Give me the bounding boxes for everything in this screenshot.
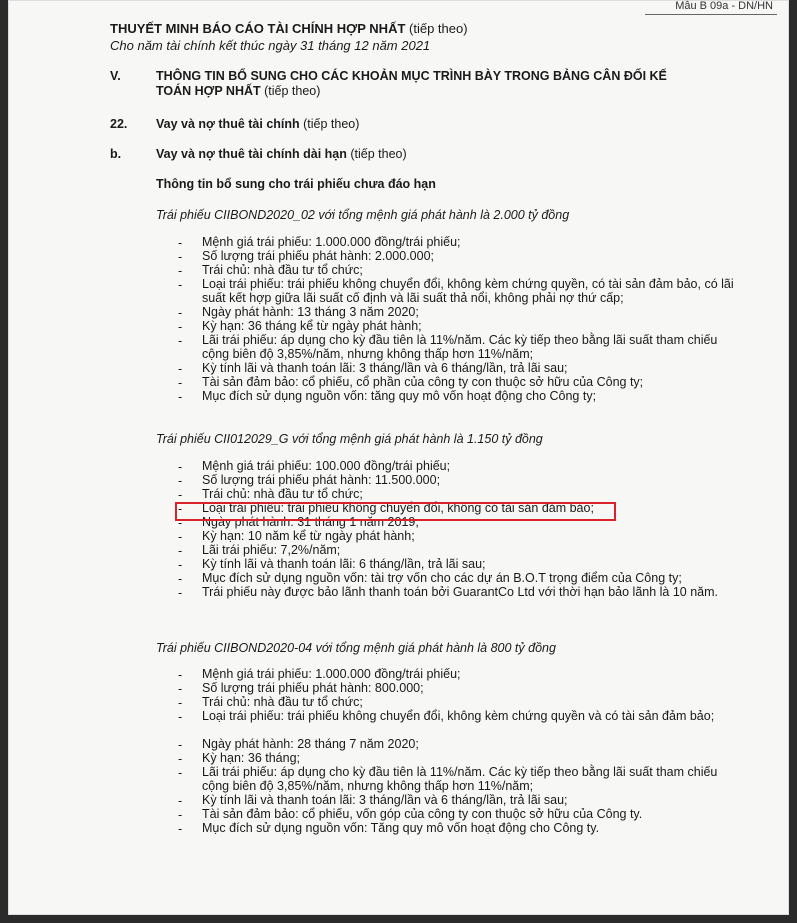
report-subtitle: Cho năm tài chính kết thúc ngày 31 tháng 12 năm 2021 xyxy=(110,38,431,53)
bond-3-item: Lãi trái phiếu: áp dụng cho kỳ đầu tiên là 11%/năm. Các kỳ tiếp theo bằng lãi suất tham chiếu cộng biên độ 3,85%/năm, nhưng không thấp hơn 11%/năm; xyxy=(202,765,718,793)
bond-2-item: Kỳ hạn: 10 năm kể từ ngày phát hành; xyxy=(202,529,415,543)
bond-1-item: Loại trái phiếu: trái phiếu không chuyển đổi, không kèm chứng quyền, có tài sản đảm bảo, có lãi suất kết hợp giữa lãi suất cố định và lãi suất thả nổi, không phải nợ thứ cấp; xyxy=(202,277,734,305)
bullet-dash: - xyxy=(178,306,183,320)
bullet-dash: - xyxy=(178,544,183,558)
bullet-dash: - xyxy=(178,752,183,766)
bond-3-item: Tài sản đảm bảo: cổ phiếu, vốn góp của công ty con thuộc sở hữu của Công ty. xyxy=(202,807,643,821)
section-22-number: 22. xyxy=(110,117,128,131)
info-heading: Thông tin bổ sung cho trái phiếu chưa đáo hạn xyxy=(156,177,436,191)
bullet-dash: - xyxy=(178,334,183,348)
bullet-dash: - xyxy=(178,488,183,502)
section-b-title: Vay và nợ thuê tài chính dài hạn (tiếp theo) xyxy=(156,147,407,161)
form-code: Mẫu B 09a - DN/HN xyxy=(645,0,777,15)
section-b-number: b. xyxy=(110,147,122,161)
bullet-dash: - xyxy=(178,250,183,264)
section-v-title-line1: THÔNG TIN BỔ SUNG CHO CÁC KHOẢN MỤC TRÌNH BÀY TRONG BẢNG CÂN ĐỐI KẾ xyxy=(156,69,667,83)
bullet-dash: - xyxy=(178,668,183,682)
bullet-dash: - xyxy=(178,390,183,404)
bullet-dash: - xyxy=(178,376,183,390)
bullet-dash: - xyxy=(178,502,183,516)
bond-1-item: Mệnh giá trái phiếu: 1.000.000 đồng/trái phiếu; xyxy=(202,235,461,249)
bond-1-item: Kỳ tính lãi và thanh toán lãi: 3 tháng/lần và 6 tháng/lần, trả lãi sau; xyxy=(202,361,568,375)
bond-1-item: Kỳ hạn: 36 tháng kể từ ngày phát hành; xyxy=(202,319,422,333)
bond-2-item: Số lượng trái phiếu phát hành: 11.500.000; xyxy=(202,473,441,487)
bond-1-item: Lãi trái phiếu: áp dụng cho kỳ đầu tiên là 11%/năm. Các kỳ tiếp theo bằng lãi suất tham chiếu cộng biên độ 3,85%/năm, nhưng không thấp hơn 11%/năm; xyxy=(202,333,718,361)
report-title: THUYẾT MINH BÁO CÁO TÀI CHÍNH HỢP NHẤT (tiếp theo) xyxy=(110,21,468,36)
bullet-dash: - xyxy=(178,586,183,600)
bond-1-item: Số lượng trái phiếu phát hành: 2.000.000; xyxy=(202,249,435,263)
bullet-dash: - xyxy=(178,822,183,836)
bond-2-item: Trái chủ: nhà đầu tư tổ chức; xyxy=(202,487,363,501)
highlight-box xyxy=(175,502,616,521)
bullet-dash: - xyxy=(178,808,183,822)
bullet-dash: - xyxy=(178,558,183,572)
bullet-dash: - xyxy=(178,474,183,488)
bond-1-item: Tài sản đảm bảo: cổ phiếu, cổ phần của công ty con thuộc sở hữu của Công ty; xyxy=(202,375,644,389)
bullet-dash: - xyxy=(178,264,183,278)
bond-2-item: Lãi trái phiếu: 7,2%/năm; xyxy=(202,543,341,557)
bond-3-item: Mệnh giá trái phiếu: 1.000.000 đồng/trái phiếu; xyxy=(202,667,461,681)
bond-1-item: Ngày phát hành: 13 tháng 3 năm 2020; xyxy=(202,305,419,319)
bullet-dash: - xyxy=(178,320,183,334)
bullet-dash: - xyxy=(178,362,183,376)
section-v-number: V. xyxy=(110,69,121,83)
bullet-dash: - xyxy=(178,766,183,780)
bullet-dash: - xyxy=(178,738,183,752)
bond-1-heading: Trái phiếu CIIBOND2020_02 với tổng mệnh giá phát hành là 2.000 tỷ đồng xyxy=(156,208,570,222)
bond-3-item: Mục đích sử dụng nguồn vốn: Tăng quy mô vốn hoạt động cho Công ty. xyxy=(202,821,600,835)
bond-3-item: Số lượng trái phiếu phát hành: 800.000; xyxy=(202,681,424,695)
section-v-title-line2: TOÁN HỢP NHẤT (tiếp theo) xyxy=(156,84,321,98)
bullet-dash: - xyxy=(178,710,183,724)
bond-2-heading: Trái phiếu CII012029_G với tổng mệnh giá phát hành là 1.150 tỷ đồng xyxy=(156,432,543,446)
bond-3-item: Loại trái phiếu: trái phiếu không chuyển đổi, không kèm chứng quyền và có tài sản đảm bảo; xyxy=(202,709,715,723)
bond-2-item: Mệnh giá trái phiếu: 100.000 đồng/trái phiếu; xyxy=(202,459,451,473)
bond-2-item: Loại trái phiếu: trái phiếu không chuyển đổi, không có tài sản đảm bảo; xyxy=(202,501,594,515)
bond-1-item: Mục đích sử dụng nguồn vốn: tăng quy mô vốn hoạt động cho Công ty; xyxy=(202,389,597,403)
bullet-dash: - xyxy=(178,572,183,586)
bond-3-item: Kỳ tính lãi và thanh toán lãi: 3 tháng/lần và 6 tháng/lần, trả lãi sau; xyxy=(202,793,568,807)
page-edge-stamp xyxy=(787,300,797,390)
bullet-dash: - xyxy=(178,794,183,808)
bullet-dash: - xyxy=(178,278,183,292)
bond-3-item: Kỳ hạn: 36 tháng; xyxy=(202,751,300,765)
bullet-dash: - xyxy=(178,530,183,544)
bullet-dash: - xyxy=(178,460,183,474)
bond-2-item: Trái phiếu này được bảo lãnh thanh toán bởi GuarantCo Ltd với thời hạn bảo lãnh là 10 năm. xyxy=(202,585,719,599)
bond-3-item: Trái chủ: nhà đầu tư tổ chức; xyxy=(202,695,363,709)
section-22-title: Vay và nợ thuê tài chính (tiếp theo) xyxy=(156,117,360,131)
bullet-dash: - xyxy=(178,696,183,710)
bond-3-heading: Trái phiếu CIIBOND2020-04 với tổng mệnh giá phát hành là 800 tỷ đồng xyxy=(156,641,556,655)
bond-2-item: Kỳ tính lãi và thanh toán lãi: 6 tháng/lần, trả lãi sau; xyxy=(202,557,486,571)
bullet-dash: - xyxy=(178,682,183,696)
bullet-dash: - xyxy=(178,236,183,250)
bond-2-item: Ngày phát hành: 31 tháng 1 năm 2019; xyxy=(202,515,419,529)
bond-2-item: Mục đích sử dụng nguồn vốn: tài trợ vốn cho các dự án B.O.T trọng điểm của Công ty; xyxy=(202,571,682,585)
document-page xyxy=(8,0,789,915)
bond-1-item: Trái chủ: nhà đầu tư tổ chức; xyxy=(202,263,363,277)
bond-3-item: Ngày phát hành: 28 tháng 7 năm 2020; xyxy=(202,737,419,751)
bullet-dash: - xyxy=(178,516,183,530)
